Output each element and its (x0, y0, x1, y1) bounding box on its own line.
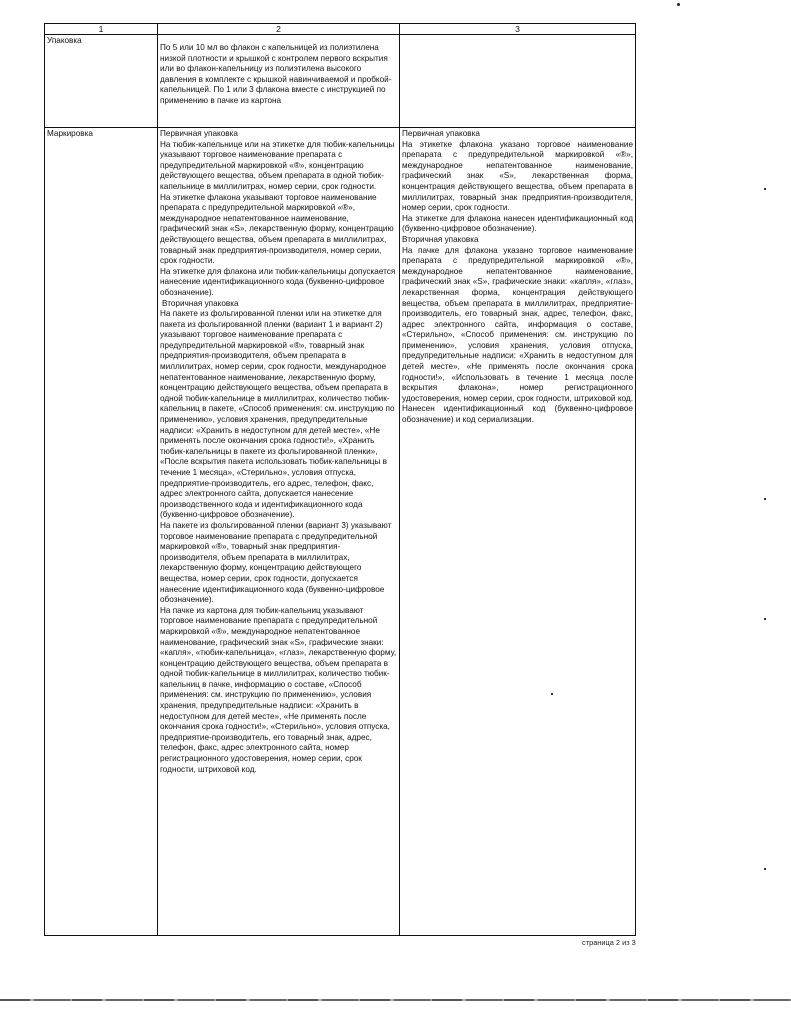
packaging-text: По 5 или 10 мл во флакон с капельницей из полиэтилена низкой плотности и крышкой с контролем первого вскрытия или во флакон-капельницу из полиэтилена высокого давления в комплекте с крышкой навинчиваемой и пробкой-капельницей. По 1 или 3 флакона вместе с инструкцией по применению в пачке из картона (160, 43, 392, 105)
scan-speck (764, 618, 766, 620)
column-header-3: 3 (400, 24, 636, 35)
row-label-marking: Маркировка (45, 128, 158, 936)
row-label-packaging: Упаковка (45, 35, 158, 128)
col2-heading-secondary: Вторичная упаковка (162, 298, 239, 308)
scan-bottom-edge (0, 999, 791, 1001)
scan-speck (677, 3, 680, 6)
col3-paragraph-id-code: На этикетке для флакона нанесен идентификационный код (буквенно-цифровое обозначение). (402, 213, 633, 234)
page-number: страница 2 из 3 (582, 938, 636, 947)
scan-speck (764, 188, 766, 190)
col2-paragraph-foil-pack-v3: На пакете из фольгированной пленки (вариант 3) указывают торговое наименование препарата с предупредительной маркировкой «®», товарный знак предприятия-производителя, объем препарата в миллилитрах, лекарственную форму, концентрацию действующего вещества, номер серии, срок годности, допускается нанесение идентификационного кода (буквенно-цифровое обозначение). (160, 520, 392, 605)
col2-paragraph-carton: На пачке из картона для тюбик-капельниц указывают торговое наименование препарата с предупредительной маркировкой «®», международное непатентованное наименование, графический знак «S», графические знаки: «капля», «тюбик-капельница», «глаз», лекарственную форму, концентрацию действующего вещества, объем препарата в одной тюбик-капельнице в миллилитрах, количество тюбик-капельниц в пачке, информацию о составе, «Способ применения: см. инструкцию по применению», условия хранения, предупредительные надписи: «Хранить в недоступном для детей месте», «Не применять после окончания срока годности!», «Стерильно», условия отпуска, предприятие-производитель, его товарный знак, адрес, телефон, факс, адрес электронного сайта, номер регистрационного удостоверения, номер серии, срок годности, штриховой код. (160, 605, 397, 774)
table-row-packaging (45, 35, 636, 128)
marking-col3-cell (400, 128, 636, 936)
document-table (44, 23, 636, 936)
col3-paragraph-vial-label: На этикетке флакона указано торговое наименование препарата с предупредительной маркировкой «®», международное непатентованное наименование, графический знак «S», лекарственная форма, концентрация действующего вещества, объем препарата в миллилитрах, товарный знак предприятия-производителя, номер серии, срок годности. (402, 139, 633, 213)
scan-speck (764, 498, 766, 500)
col3-heading-primary: Первичная упаковка (402, 129, 480, 138)
packaging-col2-cell (158, 35, 400, 128)
column-header-1: 1 (45, 24, 158, 35)
table-row-marking (45, 128, 636, 936)
col2-paragraph-foil-pack: На пакете из фольгированной пленки или на этикетке для пакета из фольгированной пленки (вариант 1 и вариант 2) указывают торговое наименование препарата с предупредительной маркировкой «®», товарный знак предприятия-производителя, объем препарата в миллилитрах, номер серии, срок годности, международное непатентованное наименование, лекарственную форму, концентрацию действующего вещества, объем препарата в одной тюбик-капельнице в миллилитрах, количество тюбик-капельниц в пакете, «Способ применения: см. инструкцию по применению», условия хранения, предупредительные надписи: «Хранить в недоступном для детей месте», «Не применять после окончания срока годности!», «Хранить тюбик-капельницы в пакете из фольгированной пленки», «После вскрытия пакета использовать тюбик-капельницы в течение 1 месяца», «Стерильно», условия отпуска, предприятие-производитель, его адрес, телефон, факс, адрес электронного сайта, допускается нанесение производственного кода и идентификационного кода (буквенно-цифровое обозначение). (160, 309, 395, 520)
marking-col2-cell (158, 128, 400, 936)
scan-speck (764, 868, 766, 870)
table-header-row (45, 24, 636, 35)
col3-heading-secondary: Вторичная упаковка (402, 234, 479, 244)
col2-heading-primary: Первичная упаковка (160, 129, 238, 138)
col2-paragraph-tube: На тюбик-капельнице или на этикетке для тюбик-капельницы указывают торговое наименование препарата с предупредительной маркировкой «®», концентрацию действующего вещества, объем препарата в одной тюбик-капельнице в миллилитрах, номер серии, срок годности. (160, 139, 395, 191)
col2-paragraph-id-code: На этикетке для флакона или тюбик-капельницы допускается нанесение идентификационного кода (буквенно-цифровое обозначение). (160, 266, 396, 297)
packaging-col3-cell (400, 35, 636, 128)
col3-paragraph-carton: На пачке для флакона указано торговое наименование препарата с предупредительной маркировкой «®», международное непатентованное наименование, графический знак «S», графические знаки: «капля», «глаз», лекарственная форма, концентрация действующего вещества, объем препарата в миллилитрах, предприятие-производитель, его товарный знак, адрес, телефон, факс, адрес электронного сайта, информация о составе, «Стерильно», «Способ применения: см. инструкцию по применению», условия хранения, условия отпуска, предупредительные надписи: «Хранить в недоступном для детей месте», «Не применять после окончания срока годности!», «Использовать в течение 1 месяца после вскрытия флакона», номер регистрационного удостоверения, номер серии, срок годности, штриховой код. Нанесен идентификационный код (буквенно-цифровое обозначение) и код сериализации. (402, 245, 633, 425)
column-header-2: 2 (158, 24, 400, 35)
col2-paragraph-vial-label: На этикетке флакона указывают торговое наименование препарата с предупредительной маркировкой «®», международное непатентованное наименование, графический знак «S», лекарственную форму, концентрацию действующего вещества, объем препарата в миллилитрах, товарный знак предприятия-производителя, номер серии, срок годности. (160, 192, 394, 266)
